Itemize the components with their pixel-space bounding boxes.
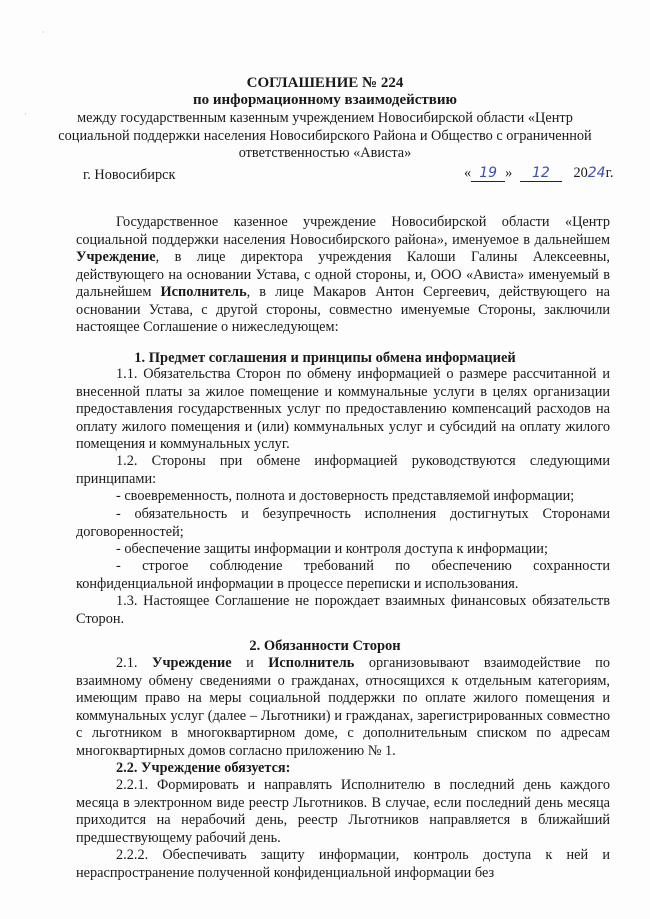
parties-line [0, 110, 650, 163]
document-subtitle: по информационному взаимодействию [192, 92, 458, 108]
document-title: СОГЛАШЕНИЕ № 224 [246, 75, 404, 91]
scan-mark: · [42, 28, 45, 37]
date-year-end: г. [605, 165, 614, 181]
party-institution: Учреждение [76, 249, 156, 265]
clause-2-1: 2.1. Учреждение и Исполнитель организовывают взаимодействие по взаимному обмену сведениями о гражданах, относящихся к отдельным категориям, имеющим право на меры социальной поддержки по оплате жилого помещения и коммунальных услуг (далее – Льготники) и гражданах, зарегистрированных совместно с льготником в многоквартирном доме, с дополнительным списком по адресам многоквартирных домов согласно приложению № 1. [76, 655, 610, 759]
date-close-quote: » [505, 165, 513, 181]
date-day: 19 [471, 165, 505, 182]
scan-mark: · [24, 110, 27, 119]
date-year-suffix: 24 [587, 165, 606, 181]
preamble: Государственное казенное учреждение Новосибирской области «Центр социальной поддержки населения Новосибирского района», именуемое в дальнейшем Учреждение, в лице директора учреждения Калоши Галины Алексеевны, действующего на основании Устава, с одной стороны, и, ООО «Ависта» именуемый в дальнейшем Исполнитель, в лице Макаров Антон Сергеевич, действующего на основании Устава, с другой стороны, совместно именуемые Стороны, заключили настоящее Соглашение о нижеследующем: [76, 214, 610, 335]
document-date [464, 165, 613, 182]
parties-line-2: социальной поддержки населения Новосибирского Района и Общество с ограниченной [58, 127, 592, 144]
bullet-item: - обеспечение защиты информации и контроля доступа к информации; [116, 541, 548, 557]
date-year-prefix: 20 [573, 165, 588, 181]
clause-2-2: 2.2. Учреждение обязуется: [116, 760, 291, 776]
clause-2-2-1: 2.2.1. Формировать и направлять Исполнителю в последний день каждого месяца в электронном виде реестр Льготников. В случае, если последний день месяца приходится на нерабочий день, реестр Льготников направляется в ближайший предшествующему рабочий день. [76, 777, 610, 846]
clause-2-2-2: 2.2.2. Обеспечивать защиту информации, контроль доступа к ней и нераспространение полученной конфиденциальной информации без [76, 847, 610, 881]
section-1-heading: 1. Предмет соглашения и принципы обмена информацией [134, 350, 516, 366]
parties-line-1: между государственным казенным учреждением Новосибирской области «Центр [77, 110, 573, 126]
clause-1-3: 1.3. Настоящее Соглашение не порождает взаимных финансовых обязательств Сторон. [76, 593, 610, 627]
date-month: 12 [520, 165, 562, 182]
bullet-item: - своевременность, полнота и достоверность представляемой информации; [116, 488, 575, 504]
date-open-quote: « [464, 165, 472, 181]
party-contractor: Исполнитель [160, 284, 247, 300]
place: г. Новосибирск [83, 167, 176, 183]
clause-1-1: 1.1. Обязательства Сторон по обмену информацией о размере рассчитанной и внесенной платы за жилое помещение и коммунальные услуги в целях организации предоставления государственных услуг по предоставлению компенсаций расходов на оплату жилого помещения и (или) коммунальных услуг и субсидий на оплату жилого помещения и коммунальных услуг. [76, 366, 610, 452]
clause-1-2: 1.2. Стороны при обмене информацией руководствуются следующими принципами: [76, 453, 610, 487]
section-2-heading: 2. Обязанности Сторон [249, 638, 401, 654]
bullet-item: - обязательность и безупречность исполнения достигнутых Сторонами договоренностей; [76, 506, 610, 540]
bullet-item: - строгое соблюдение требований по обеспечению сохранности конфиденциальной информации в процессе переписки и использования. [76, 558, 610, 592]
parties-line-3: ответственностью «Ависта» [238, 145, 412, 161]
